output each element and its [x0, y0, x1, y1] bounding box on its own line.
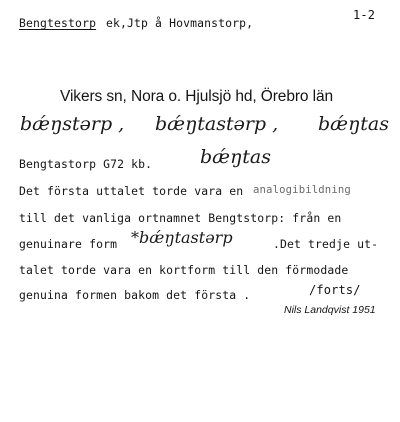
- body-line-1b: analogibildning: [253, 184, 351, 196]
- body-line-4: talet torde vara en kortform till den förmodade: [19, 263, 349, 277]
- signature: Nils Landqvist 1951: [284, 304, 376, 316]
- forts-note: /forts/: [309, 283, 361, 297]
- location-line: Vikers sn, Nora o. Hjulsjö hd, Örebro län: [60, 88, 334, 105]
- body-line-1a: Det första uttalet torde vara en: [19, 184, 244, 198]
- source-line: Bengtastorp G72 kb.: [19, 157, 153, 171]
- handwritten-form-1: bǽŋstərp ,: [20, 113, 125, 135]
- body-line-3a: genuinare form: [19, 237, 118, 251]
- handwritten-form-4: bǽŋtas: [200, 146, 271, 168]
- card-subtitle: ek,Jtp å Hovmanstorp,: [106, 16, 254, 30]
- card-title: Bengtestorp: [19, 16, 97, 30]
- body-line-3b: .Det tredje ut-: [273, 237, 379, 251]
- card-number: 1-2: [353, 8, 376, 22]
- handwritten-inline-form: *bǽŋtastərp: [131, 228, 233, 247]
- body-line-2: till det vanliga ortnamnet Bengtstorp: från en: [19, 211, 342, 225]
- handwritten-form-3: bǽŋtas: [318, 113, 389, 135]
- handwritten-form-2: bǽŋtastərp ,: [155, 113, 279, 135]
- body-line-5a: genuina formen bakom det första .: [19, 288, 251, 302]
